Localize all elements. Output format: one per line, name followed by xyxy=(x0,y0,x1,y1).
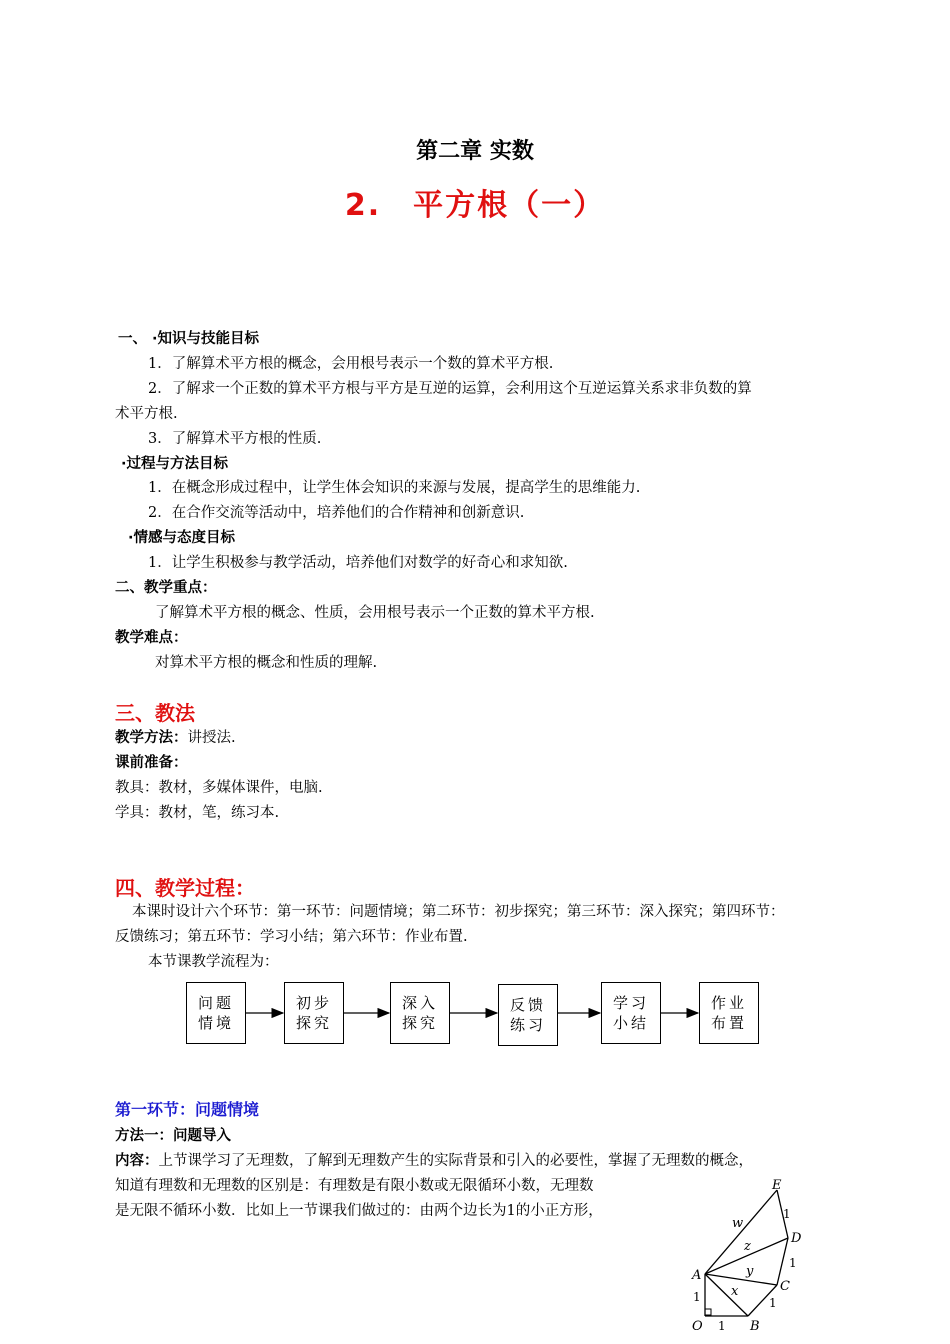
flow-step-4: 反馈 练习 xyxy=(498,984,558,1046)
label-z: z xyxy=(744,1239,751,1254)
label-y: y xyxy=(746,1264,754,1279)
unit-label-3: 1 xyxy=(769,1296,777,1310)
chapter-heading: 第二章 实数 xyxy=(416,139,534,164)
flow-step-3: 深入 探究 xyxy=(390,982,450,1044)
unit-label-1: 1 xyxy=(783,1207,791,1221)
point-B: B xyxy=(750,1319,760,1334)
content-label: 内容： xyxy=(115,1153,159,1169)
flow-step-5: 学习 小结 xyxy=(601,982,661,1044)
label-w: w xyxy=(732,1216,744,1231)
process-heading: 四、教学过程： xyxy=(115,876,255,900)
process-intro-line2: 反馈练习；第五环节：学习小结；第六环节：作业布置. xyxy=(115,929,468,945)
emotion-goal-heading: ·情感与态度目标 xyxy=(128,530,236,546)
method-heading: 三、教法 xyxy=(115,701,195,725)
knowledge-item-3: 3．了解算术平方根的性质. xyxy=(148,431,322,447)
teaching-method-value: 讲授法. xyxy=(187,730,236,746)
point-A: A xyxy=(692,1268,702,1283)
point-C: C xyxy=(780,1279,790,1294)
process-goal-heading: ·过程与方法目标 xyxy=(121,456,229,472)
label-x: x xyxy=(731,1284,739,1299)
section1-content-line2: 知道有理数和无理数的区别是：有理数是有限小数或无限循环小数，无理数 xyxy=(115,1178,594,1194)
section1-heading: 第一环节：问题情境 xyxy=(115,1100,260,1119)
flow-step-6: 作业 布置 xyxy=(699,982,759,1044)
process-intro-line1: 本课时设计六个环节：第一环节：问题情境；第二环节：初步探究；第三环节：深入探究；第四环节： xyxy=(132,904,785,920)
process-item-2: 2．在合作交流等活动中，培养他们的合作精神和创新意识. xyxy=(148,505,525,521)
unit-label-5: 1 xyxy=(718,1319,726,1333)
unit-label-4: 1 xyxy=(693,1290,701,1304)
lesson-title: 2. 平方根（一） xyxy=(344,188,606,223)
emotion-item-1: 1．让学生积极参与教学活动，培养他们对数学的好奇心和求知欲. xyxy=(148,555,568,571)
teaching-method-label: 教学方法： xyxy=(115,730,188,746)
spiral-root-figure xyxy=(680,1170,830,1344)
section1-content-line1: 内容：上节课学习了无理数，了解到无理数产生的实际背景和引入的必要性，掌握了无理数的概念， xyxy=(115,1153,753,1169)
difficulty-text: 对算术平方根的概念和性质的理解. xyxy=(155,655,378,671)
student-tools: 学具：教材，笔，练习本. xyxy=(115,805,280,821)
unit-label-2: 1 xyxy=(789,1256,797,1270)
section1-method-label: 方法一：问题导入 xyxy=(115,1128,231,1144)
difficulty-heading: 教学难点： xyxy=(115,630,188,646)
objectives-heading: 一、 ·知识与技能目标 xyxy=(118,331,260,347)
point-D: D xyxy=(791,1231,802,1246)
flow-step-1: 问题 情境 xyxy=(186,982,246,1044)
teacher-tools: 教具：教材，多媒体课件，电脑. xyxy=(115,780,323,796)
point-E: E xyxy=(772,1178,782,1193)
knowledge-item-2: 2．了解求一个正数的算术平方根与平方是互逆的运算，会利用这个互逆运算关系求非负数的算 xyxy=(148,381,752,397)
flow-step-2: 初步 探究 xyxy=(284,982,344,1044)
key-points-heading: 二、教学重点： xyxy=(115,580,217,596)
section1-content-line3: 是无限不循环小数．比如上一节课我们做过的：由两个边长为1的小正方形， xyxy=(115,1203,603,1219)
key-points-text: 了解算术平方根的概念、性质，会用根号表示一个正数的算术平方根. xyxy=(155,605,595,621)
point-O: O xyxy=(692,1319,703,1334)
flow-label: 本节课教学流程为： xyxy=(148,954,279,970)
knowledge-item-1: 1．了解算术平方根的概念，会用根号表示一个数的算术平方根. xyxy=(148,356,554,372)
knowledge-item-2-cont: 术平方根. xyxy=(115,406,178,422)
prep-heading: 课前准备： xyxy=(115,755,188,771)
process-item-1: 1．在概念形成过程中，让学生体会知识的来源与发展，提高学生的思维能力. xyxy=(148,480,641,496)
